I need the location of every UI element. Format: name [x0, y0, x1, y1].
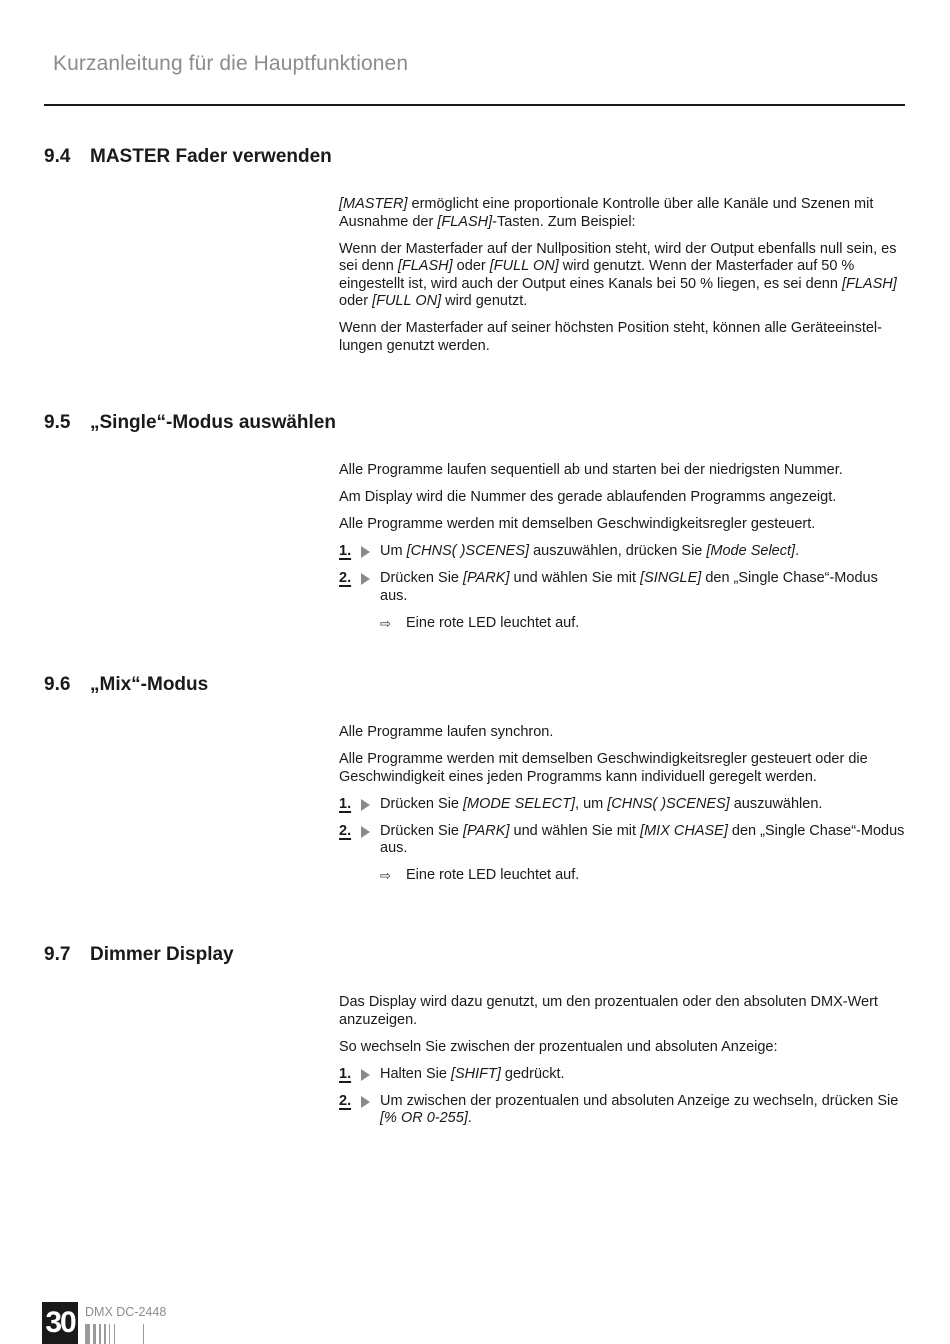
section-title: „Mix“-Modus	[90, 674, 209, 695]
section-title: MASTER Fader verwenden	[90, 146, 332, 167]
paragraph: So wechseln Sie zwischen der prozentualen und absoluten Anzeige:	[339, 1038, 778, 1055]
step-result	[339, 867, 909, 885]
step-number: 2.	[339, 1092, 352, 1109]
paragraph: Alle Programme laufen synchron.	[339, 724, 554, 740]
step-number: 1.	[339, 1065, 352, 1082]
numbered-step	[339, 823, 909, 858]
step-number: 1.	[339, 543, 352, 559]
step-text: Drücken Sie [MODE SELECT], um [CHNS( )SCENES] auszuwählen.	[380, 795, 823, 812]
section-title: „Single“-Modus auswählen	[90, 412, 336, 433]
section-body	[339, 462, 909, 642]
result-text: Eine rote LED leuchtet auf.	[406, 614, 580, 631]
numbered-step	[339, 543, 909, 561]
section-body	[339, 724, 909, 894]
step-arrow-icon	[361, 826, 370, 838]
step-arrow-icon	[361, 1069, 370, 1081]
step-text: Um zwischen der prozentualen und absoluten Anzeige zu wechseln, drücken Sie [% OR 0-255].	[380, 1092, 899, 1126]
paragraph: Wenn der Masterfader auf seiner höchsten Position steht, können alle Geräteeinstel-lungen genutzt werden.	[339, 320, 882, 354]
step-text: Halten Sie [SHIFT] gedrückt.	[380, 1065, 565, 1082]
numbered-step	[339, 796, 909, 814]
paragraph: Am Display wird die Nummer des gerade ablaufenden Programms angezeigt.	[339, 489, 837, 505]
header-divider	[44, 104, 905, 106]
paragraph: Alle Programme laufen sequentiell ab und starten bei der niedrigsten Nummer.	[339, 462, 843, 478]
result-text: Eine rote LED leuchtet auf.	[406, 867, 580, 883]
section-number: 9.4	[44, 146, 71, 167]
numbered-step	[339, 1066, 909, 1084]
section-title: Dimmer Display	[90, 944, 234, 965]
paragraph: Wenn der Masterfader auf der Nullposition steht, wird der Output ebenfalls null sein, es sei denn [FLASH] oder [FULL ON] wird genutzt. Wenn der Masterfader auf 50 % eingestellt ist, wird auch der Output eines Kanals bei 50 % liegen, es sei denn [FLASH] oder [FULL ON] wird genutzt.	[339, 240, 897, 309]
section-heading	[44, 944, 234, 966]
step-number: 2.	[339, 570, 352, 586]
numbered-step	[339, 1093, 909, 1128]
footer-barcode-decoration	[85, 1324, 145, 1344]
result-arrow-icon: ⇨	[380, 615, 391, 631]
section-body	[339, 994, 909, 1137]
numbered-step	[339, 570, 909, 605]
page-number: 30	[42, 1302, 78, 1344]
section-number: 9.6	[44, 674, 71, 695]
section-heading	[44, 146, 332, 168]
paragraph: [MASTER] ermöglicht eine proportionale Kontrolle über alle Kanäle und Szenen mit Ausnahme der [FLASH]-Tasten. Zum Beispiel:	[339, 196, 874, 230]
step-arrow-icon	[361, 573, 370, 585]
section-heading	[44, 674, 208, 696]
paragraph: Alle Programme werden mit demselben Geschwindigkeitsregler gesteuert.	[339, 516, 816, 532]
section-number: 9.7	[44, 944, 71, 965]
paragraph: Das Display wird dazu genutzt, um den prozentualen oder den absoluten DMX-Wert anzuzeigen.	[339, 994, 878, 1028]
footer-model-name: DMX DC-2448	[85, 1305, 167, 1319]
result-arrow-icon: ⇨	[380, 868, 391, 883]
section-body	[339, 196, 909, 365]
step-number: 2.	[339, 822, 352, 839]
paragraph: Alle Programme werden mit demselben Geschwindigkeitsregler gesteuert oder die Geschwindigkeit eines jeden Programms kann individuell geregelt werden.	[339, 751, 868, 785]
section-heading	[44, 412, 336, 434]
step-text: Um [CHNS( )SCENES] auszuwählen, drücken Sie [Mode Select].	[380, 543, 800, 559]
section-number: 9.5	[44, 412, 71, 433]
step-text: Drücken Sie [PARK] und wählen Sie mit [SINGLE] den „Single Chase“-Modus aus.	[380, 570, 878, 604]
step-arrow-icon	[361, 799, 370, 811]
step-arrow-icon	[361, 1096, 370, 1108]
step-result	[339, 615, 909, 633]
step-number: 1.	[339, 795, 352, 812]
page-header-title: Kurzanleitung für die Hauptfunktionen	[53, 52, 409, 75]
step-arrow-icon	[361, 546, 370, 558]
step-text: Drücken Sie [PARK] und wählen Sie mit [MIX CHASE] den „Single Chase“-Modus aus.	[380, 822, 905, 856]
